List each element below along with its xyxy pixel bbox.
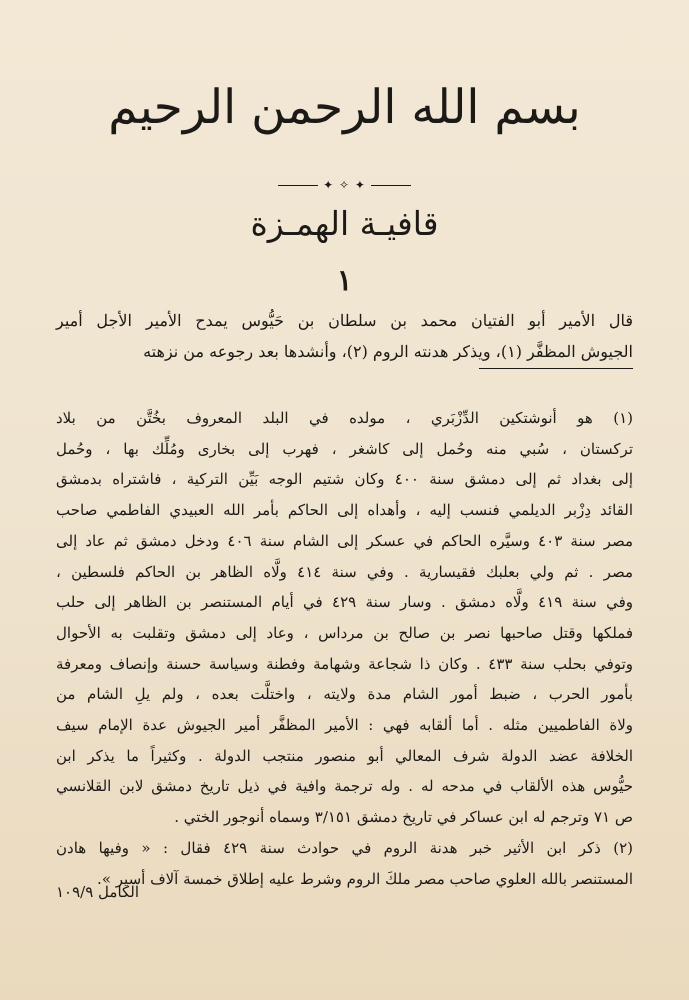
- section-title: قافيـة الهمـزة: [250, 204, 439, 243]
- footnote-line: (٢) ذكر ابن الأثير خبر هدنة الروم في حوادث سنة ٤٢٩ فقال : « وفيها هادن: [56, 838, 633, 857]
- ornament-glyph: ✦ ✧ ✦: [323, 178, 366, 192]
- ornament-line-left: [278, 185, 318, 186]
- footnote-line: ص ٧١ وترجم له ابن عساكر في تاريخ دمشق ٣/١٥١ وسماه أنوجور الختي .: [174, 808, 633, 827]
- footnote-line: مصر سنة ٤٠٣ وسيَّره الحاكم في عسكر إلى الشام سنة ٤٠٦ ودخل دمشق ثم عاد إلى: [56, 531, 633, 550]
- ornament-divider: [0, 178, 689, 192]
- basmala-heading: بسم الله الرحمن الرحيم: [108, 80, 581, 135]
- footnote-line: ولاة الفاطميين مثله . أما ألقابه فهي : الأمير المظفَّر أمير الجيوش عدة الإمام سيف: [56, 716, 633, 735]
- footnote-line: إلى بغداد ثم إلى دمشق سنة ٤٠٠ وكان شتيم الوجه بَيِّن التركية ، فاشتراه بدمشق: [56, 470, 633, 489]
- footnote-separator: [479, 368, 633, 369]
- footnote-1: [56, 403, 633, 833]
- footnote-line: الخلافة عضد الدولة شرف المعالي أبو منصور منتجب الدولة . وكثيراً ما يذكر ابن: [56, 746, 633, 765]
- footnote-line: تركستان ، سُبي منه وحُمل إلى كاشغر ، فهرب إلى بخارى ومُلِّك بها ، وحُمل: [56, 439, 633, 458]
- poem-number: ١: [336, 263, 353, 297]
- footnote-line: (١) هو أنوشتكين الدِّزْبَري ، مولده في البلد المعروف بخُتَّن من بلاد: [56, 409, 633, 427]
- footnote-line: مصر . ثم ولي بعلبك فقيسارية . وفي سنة ٤١٤ ولَّاه الظاهر بن الحاكم فلسطين ،: [56, 562, 633, 581]
- footnote-line: فملكها وقتل صاحبها نصر بن صالح بن مرداس ، وعاد إلى دمشق وتقلبت به الأحوال: [56, 623, 633, 642]
- poem-intro: [56, 305, 633, 367]
- intro-line: الجيوش المظفَّر (١)، ويذكر هدنته الروم (٢)، وأنشدها بعد رجوعه من نزهته: [143, 342, 633, 361]
- footnote-line: حيُّوس هذه الألقاب في مدحه له . وله ترجمة وافية في ذيل تاريخ دمشق لابن القلانسي: [56, 777, 633, 796]
- footnote-line: بأمور الحرب ، ضبط أمور الشام مدة ولايته ، واختلَّت بعده ، ولم يلِ الشام من: [56, 685, 633, 704]
- ornament-line-right: [371, 185, 411, 186]
- footnotes: [56, 403, 633, 894]
- footnote-line: وتوفي بحلب سنة ٤٣٣ . وكان ذا شجاعة وشهامة وفطنة وسياسة حسنة وإنصاف ومعرفة: [56, 654, 633, 673]
- footnote-line: المستنصر بالله العلوي صاحب مصر ملكَ الروم وشرط عليه إطلاق خمسة آلاف أسير ».: [97, 869, 633, 888]
- footnote-line: القائد دِزْبر الديلمي فنسب إليه ، وأهداه إلى الحاكم بأمر الله العبيدي الفاطمي صاحب: [56, 501, 633, 520]
- source-reference: الكامل ١٠٩/٩: [56, 883, 140, 901]
- intro-line: قال الأمير أبو الفتيان محمد بن سلطان بن حَيُّوس يمدح الأمير الأجل أمير: [56, 311, 633, 330]
- footnote-line: وفي سنة ٤١٩ ولَّاه دمشق . وسار سنة ٤٢٩ في أيام المستنصر بن الظاهر إلى حلب: [56, 593, 633, 612]
